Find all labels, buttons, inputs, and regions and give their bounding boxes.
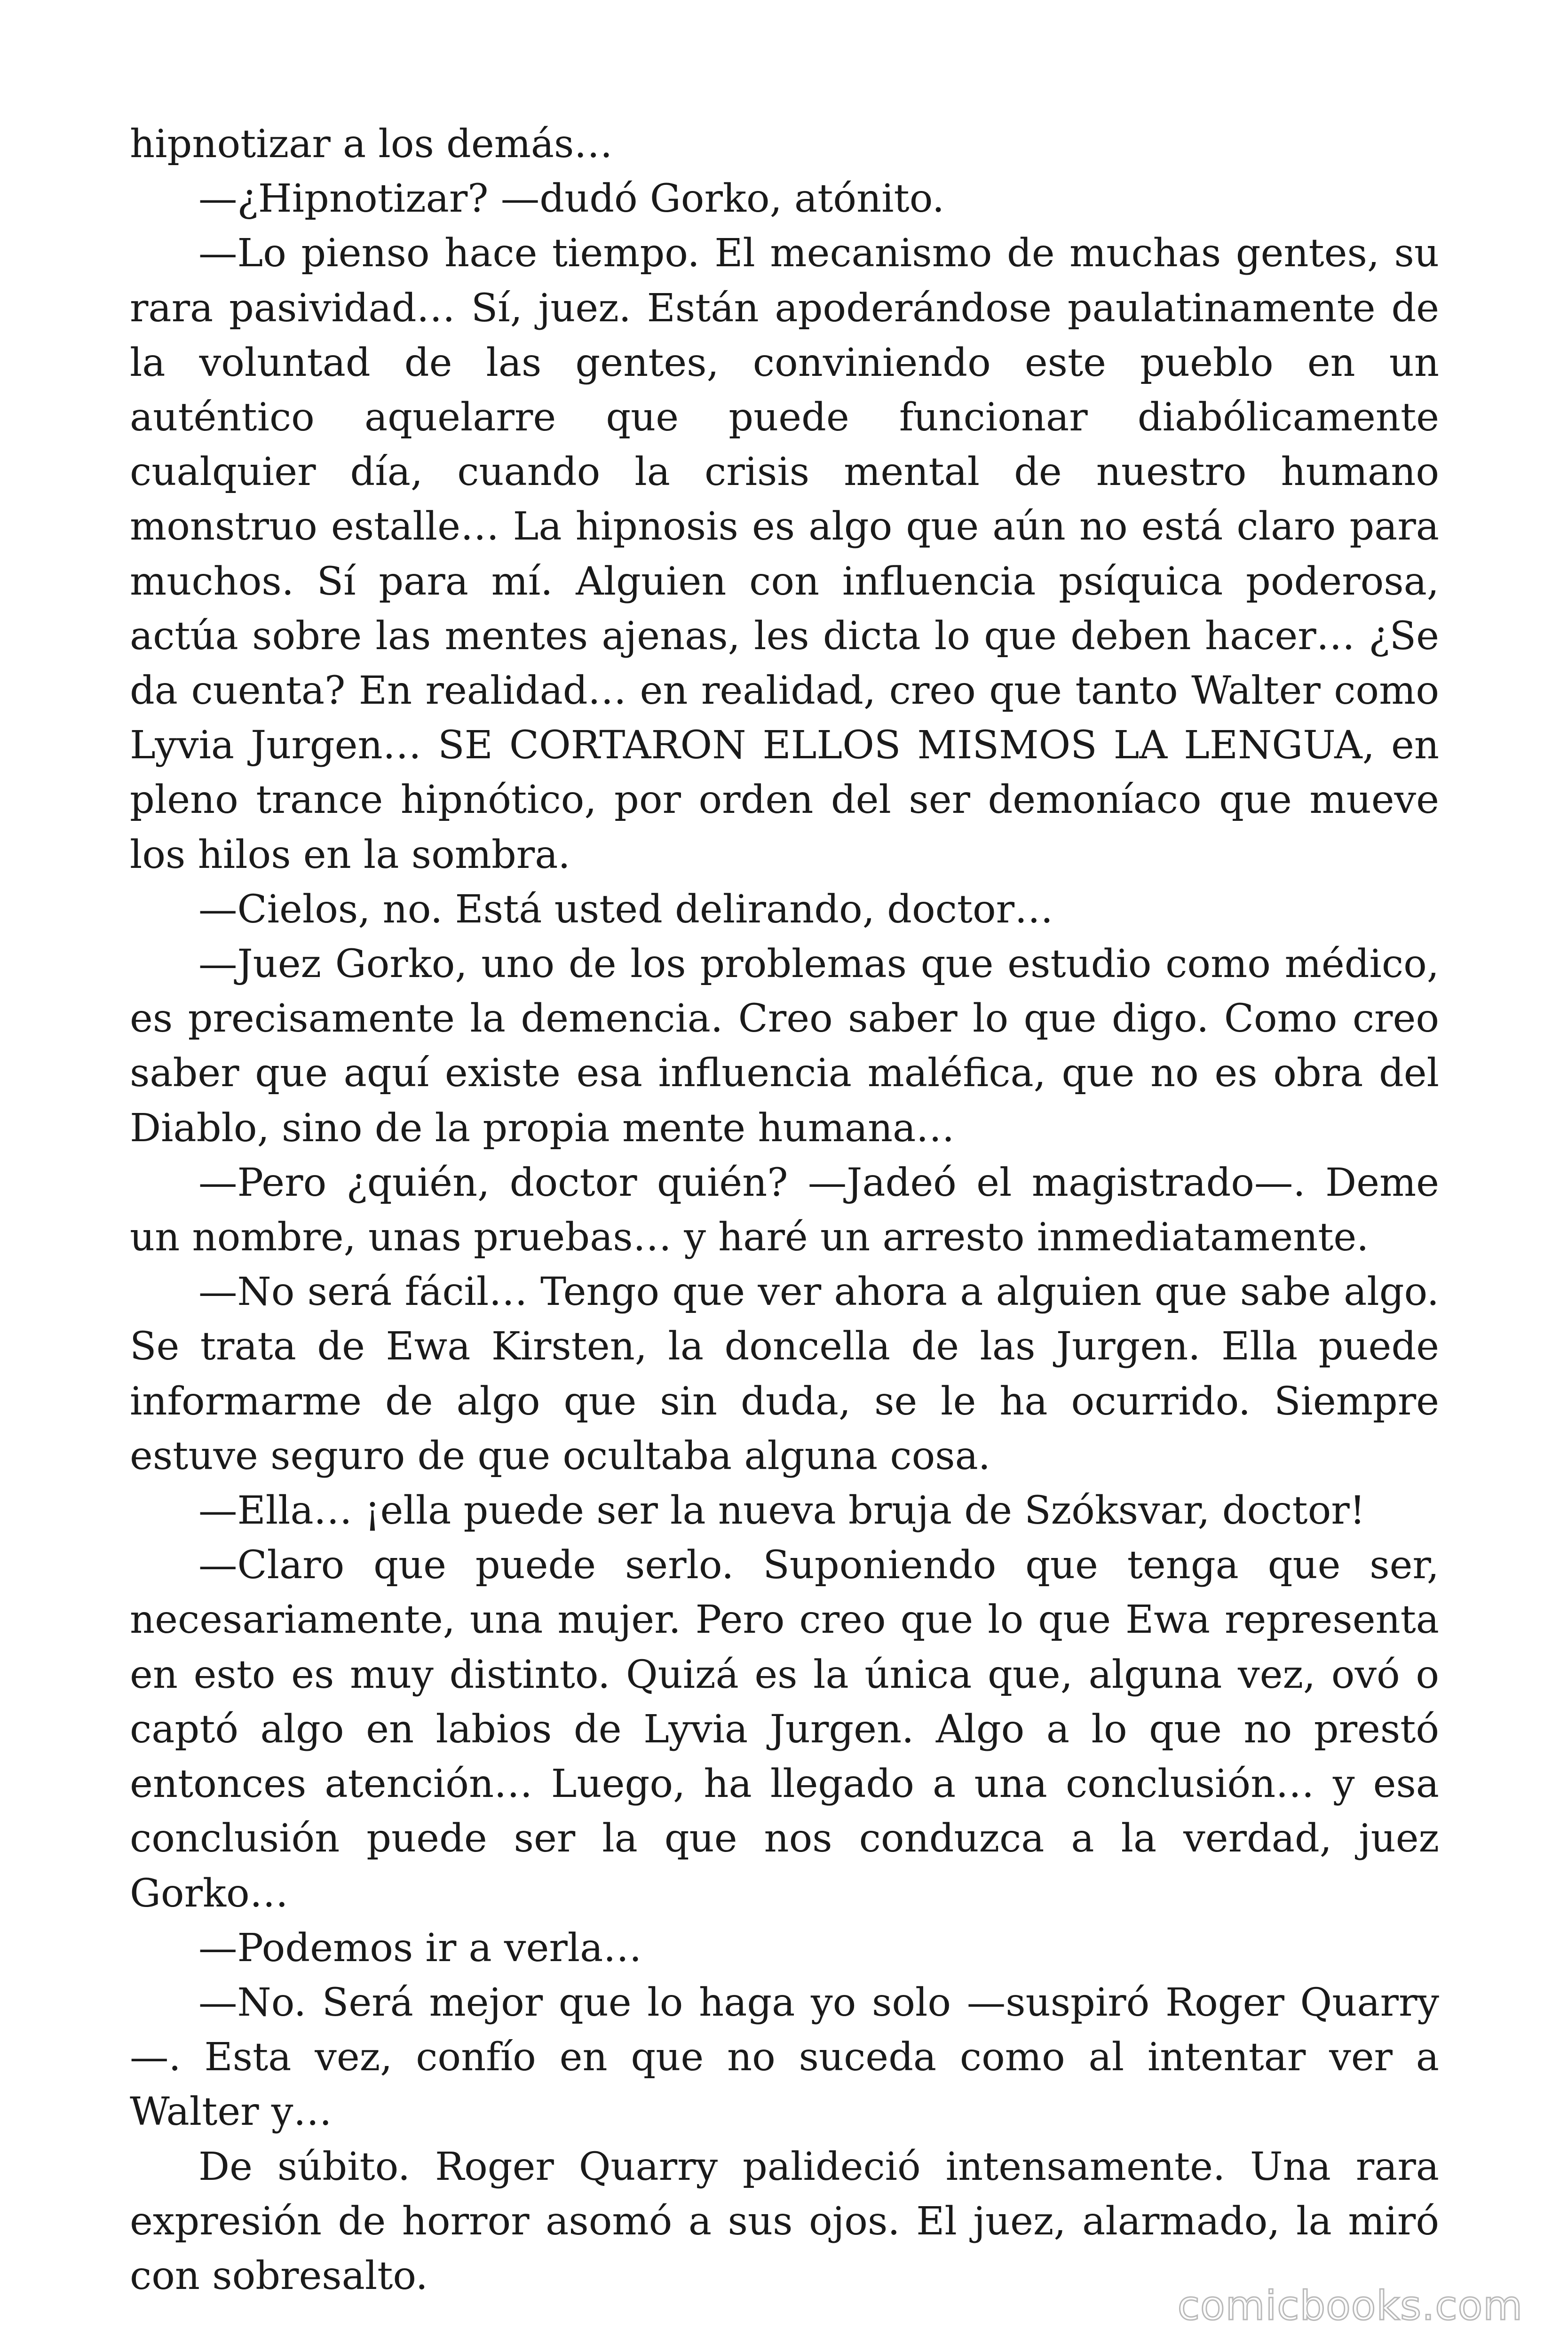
page-body [130, 117, 1439, 2303]
paragraph-1: hipnotizar a los demás… [130, 121, 613, 167]
paragraph-8: —Ella… ¡ella puede ser la nueva bruja de Szóksvar, doctor! [198, 1488, 1365, 1534]
paragraph-9: —Claro que puede serlo. Suponiendo que tenga que ser, necesariamente, una mujer. Pero creo que lo que Ewa representa en esto es muy distinto. Quizá es la única que, alguna vez, ovó o captó algo en labios de Lyvia Jurgen. Algo a lo que no prestó entonces atención… Luego, ha llegado a una conclusión… y esa conclusión puede ser la que nos conduzca a la verdad, juez Gorko… [130, 1542, 1439, 1916]
paragraph-7: —No será fácil… Tengo que ver ahora a alguien que sabe algo. Se trata de Ewa Kirsten, la doncella de las Jurgen. Ella puede informarme de algo que sin duda, se le ha ocurrido. Siempre estuve seguro de que ocultaba alguna cosa. [130, 1269, 1439, 1478]
paragraph-5: —Juez Gorko, uno de los problemas que estudio como médico, es precisamente la demencia. Creo saber lo que digo. Como creo saber que aquí existe esa influencia maléfica, que no es obra del Diablo, sino de la propia mente humana… [130, 941, 1439, 1151]
paragraph-12: De súbito. Roger Quarry palideció intensamente. Una rara expresión de horror asomó a sus ojos. El juez, alarmado, la miró con sobresalto. [130, 2144, 1439, 2298]
paragraph-6: —Pero ¿quién, doctor quién? —Jadeó el magistrado—. Deme un nombre, unas pruebas… y haré un arresto inmediatamente. [130, 1160, 1439, 1260]
paragraph-11: —No. Será mejor que lo haga yo solo —suspiró Roger Quarry—. Esta vez, confío en que no suceda como al intentar ver a Walter y… [130, 1979, 1439, 2135]
paragraph-3: —Lo pienso hace tiempo. El mecanismo de muchas gentes, su rara pasividad… Sí, juez. Están apoderándose paulatinamente de la voluntad de las gentes, conviniendo este pueblo en un auténtico aquelarre que puede funcionar diabólicamente cualquier día, cuando la crisis mental de nuestro humano monstruo estalle… La hipnosis es algo que aún no está claro para muchos. Sí para mí. Alguien con influencia psíquica poderosa, actúa sobre las mentes ajenas, les dicta lo que deben hacer… ¿Se da cuenta? En realidad… en realidad, creo que tanto Walter como Lyvia Jurgen… SE CORTARON ELLOS MISMOS LA LENGUA, en pleno trance hipnótico, por orden del ser demoníaco que mueve los hilos en la sombra. [130, 230, 1439, 877]
watermark: comicbooks.com [1177, 2282, 1523, 2329]
paragraph-10: —Podemos ir a verla… [198, 1925, 642, 1971]
paragraph-2: —¿Hipnotizar? —dudó Gorko, atónito. [198, 176, 945, 222]
paragraph-4: —Cielos, no. Está usted delirando, doctor… [198, 886, 1053, 932]
